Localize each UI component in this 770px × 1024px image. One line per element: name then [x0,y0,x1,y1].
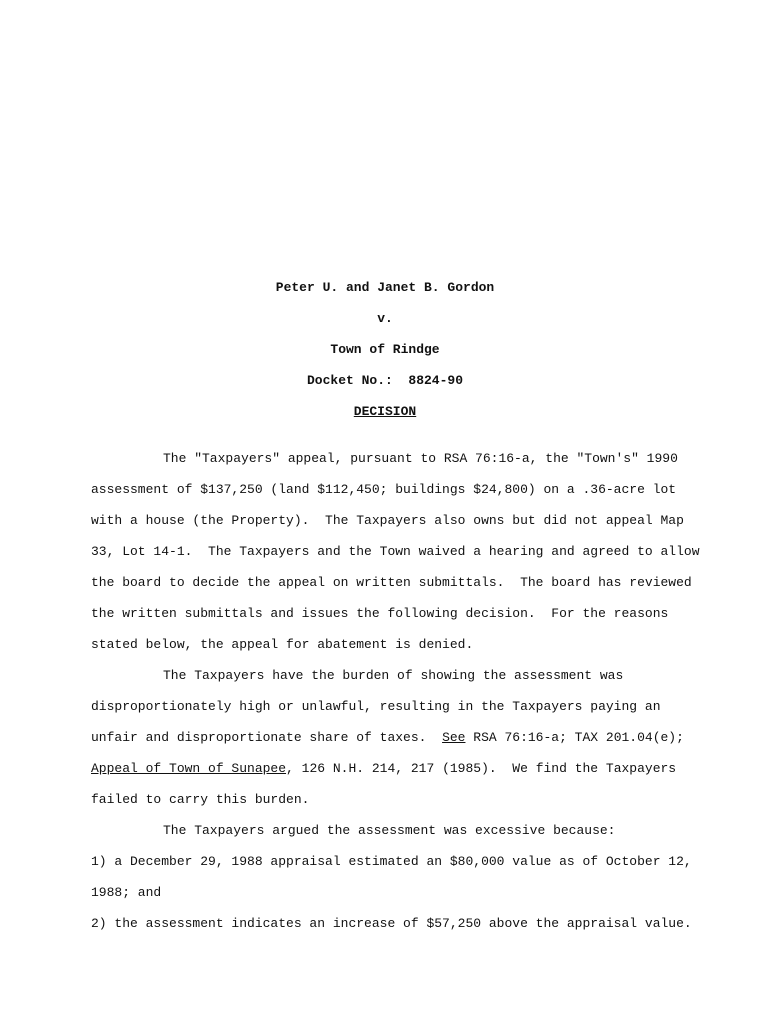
p1-line-1: The "Taxpayers" appeal, pursuant to RSA 76:16-a, the "Town's" 1990 [163,451,678,466]
decision-heading-text: DECISION [353,404,417,419]
p3-item-1-cont: 1988; and [91,885,162,900]
p2-line-4-post: , 126 N.H. 214, 217 (1985). We find the Taxpayers [286,761,677,776]
p2-line-1: The Taxpayers have the burden of showing the assessment was [163,668,624,683]
p2-line-3-pre: unfair and disproportionate share of taxes. [91,730,443,745]
caption-town: Town of Rindge [330,342,440,357]
p3-item-2: 2) the assessment indicates an increase of $57,250 above the appraisal value. [91,916,692,931]
caption-taxpayers: Peter U. and Janet B. Gordon [275,280,495,295]
p2-line-3 [91,730,684,746]
caption-docket: Docket No.: 8824-90 [306,373,464,388]
p1-line-7: stated below, the appeal for abatement is denied. [91,637,474,652]
decision-heading [0,404,770,420]
p1-line-3: with a house (the Property). The Taxpayers also owns but did not appeal Map [91,513,684,528]
p2-line-4 [91,761,676,777]
case-citation: Appeal of Town of Sunapee [91,761,287,776]
p1-line-6: the written submittals and issues the following decision. For the reasons [91,606,669,621]
p1-line-5: the board to decide the appeal on written submittals. The board has reviewed [91,575,692,590]
citation-see: See [442,730,466,745]
p3-item-1: 1) a December 29, 1988 appraisal estimated an $80,000 value as of October 12, [91,854,692,869]
p1-line-2: assessment of $137,250 (land $112,450; buildings $24,800) on a .36-acre lot [91,482,677,497]
caption-versus: v. [377,311,393,326]
p2-line-2: disproportionately high or unlawful, resulting in the Taxpayers paying an [91,699,661,714]
p3-line-1: The Taxpayers argued the assessment was excessive because: [163,823,616,838]
p2-line-5: failed to carry this burden. [91,792,310,807]
p1-line-4: 33, Lot 14-1. The Taxpayers and the Town waived a hearing and agreed to allow [91,544,700,559]
p2-line-3-post: RSA 76:16-a; TAX 201.04(e); [465,730,684,745]
